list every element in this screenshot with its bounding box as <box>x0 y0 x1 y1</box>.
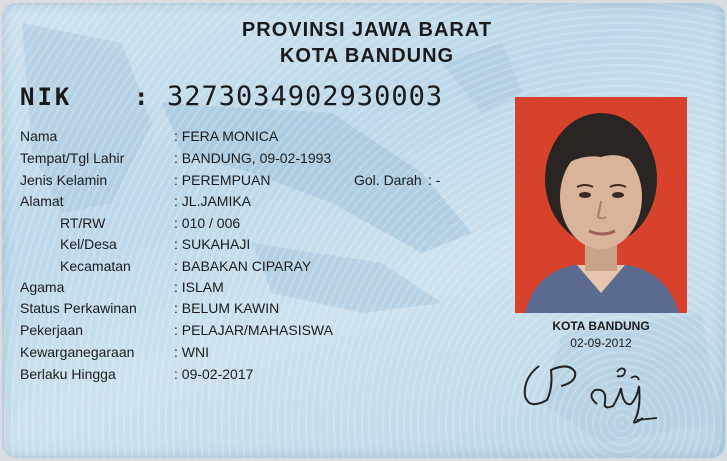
field-label: Kewarganegaraan <box>20 344 135 360</box>
field-value: : BABAKAN CIPARAY <box>174 258 312 274</box>
portrait-photo <box>515 97 687 313</box>
field-label: Berlaku Hingga <box>20 366 116 382</box>
field-value: : 010 / 006 <box>174 215 241 231</box>
field-value: : FERA MONICA <box>174 128 279 144</box>
issue-city: KOTA BANDUNG <box>552 319 650 333</box>
field-value: : BELUM KAWIN <box>174 300 280 316</box>
field-label: Status Perkawinan <box>20 300 137 316</box>
field-label: Agama <box>20 279 65 295</box>
field-label: Jenis Kelamin <box>20 172 108 188</box>
field-label: Nama <box>20 128 58 144</box>
nik-value: 3273034902930003 <box>167 81 444 112</box>
id-card <box>2 3 725 458</box>
nik-label: NIK <box>20 83 73 111</box>
blood-type-label: Gol. Darah <box>354 172 422 188</box>
field-label: Tempat/Tgl Lahir <box>20 150 125 166</box>
field-value: : BANDUNG, 09-02-1993 <box>174 150 332 166</box>
nik-separator: : <box>134 83 149 111</box>
field-value: : SUKAHAJI <box>174 236 251 252</box>
issue-date: 02-09-2012 <box>570 336 632 350</box>
field-value: : JL.JAMIKA <box>174 193 252 209</box>
field-value: : ISLAM <box>174 279 224 295</box>
header-city: KOTA BANDUNG <box>279 45 455 67</box>
person-portrait-icon <box>515 97 687 313</box>
field-label: RT/RW <box>60 215 106 231</box>
field-value: : 09-02-2017 <box>174 366 254 382</box>
field-label: Kecamatan <box>60 258 131 274</box>
field-value: : WNI <box>174 344 209 360</box>
blood-type-value: : - <box>428 172 441 188</box>
field-value: : PELAJAR/MAHASISWA <box>174 322 333 338</box>
header-province: PROVINSI JAWA BARAT <box>241 19 493 41</box>
field-value: : PEREMPUAN <box>174 172 271 188</box>
field-label: Pekerjaan <box>20 322 84 338</box>
field-label: Alamat <box>20 193 64 209</box>
field-label: Kel/Desa <box>60 236 117 252</box>
signature <box>517 348 667 428</box>
